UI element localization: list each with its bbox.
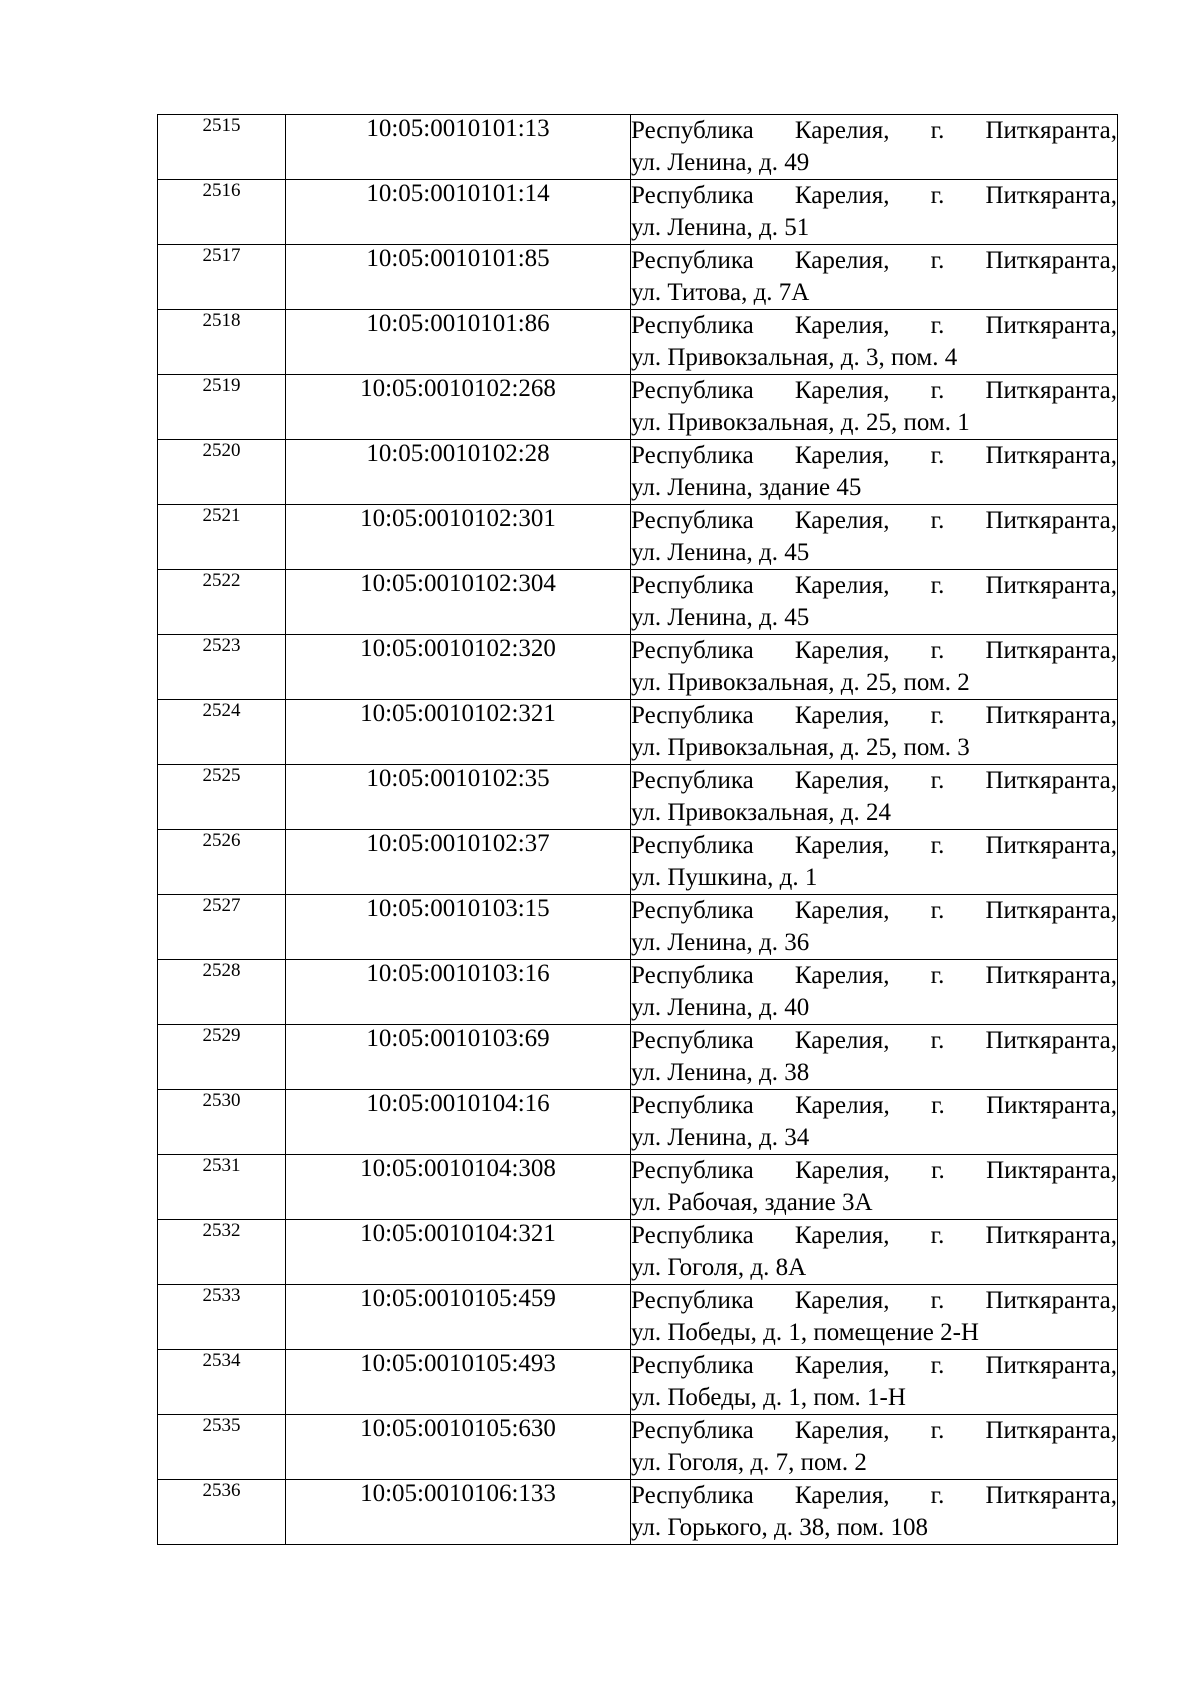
table-row [158, 570, 1118, 635]
table-row [158, 1090, 1118, 1155]
address-line-region [631, 700, 1117, 732]
address-word: Карелия, [794, 767, 890, 794]
address-word: г. [930, 1222, 945, 1249]
cadastral-number-cell: 10:05:0010102:28 [286, 440, 631, 505]
address-line-street: ул. Горького, д. 38, пом. 108 [631, 1514, 928, 1541]
address-word: Питкяранта, [985, 1417, 1117, 1444]
address-word: г. [930, 897, 945, 924]
address-word: Питкяранта, [985, 507, 1117, 534]
address-word: г. [930, 767, 945, 794]
address-word: г. [930, 1287, 945, 1314]
address-cell [631, 245, 1118, 310]
address-word: Карелия, [794, 1482, 890, 1509]
cadastral-number-cell: 10:05:0010105:459 [286, 1285, 631, 1350]
address-word: Карелия, [795, 1092, 890, 1119]
address-word: Карелия, [794, 182, 890, 209]
address-line-region [631, 765, 1117, 797]
address-word: г. [930, 702, 945, 729]
table-row [158, 1415, 1118, 1480]
address-word: Республика [631, 767, 754, 794]
row-number-cell: 2519 [158, 375, 286, 440]
table-row [158, 375, 1118, 440]
address-cell [631, 700, 1118, 765]
registry-table-body [158, 115, 1118, 1545]
table-row [158, 1480, 1118, 1545]
address-cell [631, 505, 1118, 570]
address-cell [631, 1285, 1118, 1350]
cadastral-number-cell: 10:05:0010102:304 [286, 570, 631, 635]
address-word: г. [931, 1092, 945, 1119]
address-line-region [631, 1155, 1117, 1187]
cadastral-number-cell: 10:05:0010101:85 [286, 245, 631, 310]
address-line-street: ул. Ленина, д. 45 [631, 539, 810, 566]
address-word: Республика [631, 637, 754, 664]
row-number-cell: 2520 [158, 440, 286, 505]
address-cell [631, 1025, 1118, 1090]
cadastral-number-cell: 10:05:0010104:321 [286, 1220, 631, 1285]
address-word: Республика [631, 702, 754, 729]
address-word: Питкяранта, [985, 1287, 1117, 1314]
address-line-street: ул. Ленина, д. 49 [631, 149, 810, 176]
address-line-region [631, 635, 1117, 667]
cadastral-number-cell: 10:05:0010101:13 [286, 115, 631, 180]
address-word: г. [930, 962, 945, 989]
cadastral-number-cell: 10:05:0010102:301 [286, 505, 631, 570]
address-word: Карелия, [794, 1027, 890, 1054]
table-row [158, 960, 1118, 1025]
cadastral-number-cell: 10:05:0010104:308 [286, 1155, 631, 1220]
cadastral-number-cell: 10:05:0010102:268 [286, 375, 631, 440]
address-word: г. [930, 1417, 945, 1444]
table-row [158, 700, 1118, 765]
address-line-street: ул. Титова, д. 7А [631, 279, 810, 306]
address-word: Республика [631, 442, 754, 469]
address-word: Республика [631, 1352, 754, 1379]
address-line-region [631, 180, 1117, 212]
table-row [158, 830, 1118, 895]
table-row [158, 895, 1118, 960]
address-word: Питкяранта, [985, 1222, 1117, 1249]
address-word: Карелия, [795, 1157, 890, 1184]
address-cell [631, 440, 1118, 505]
table-row [158, 505, 1118, 570]
address-word: Питкяранта, [985, 1352, 1117, 1379]
address-word: Карелия, [794, 572, 890, 599]
address-line-region [631, 375, 1117, 407]
row-number-cell: 2532 [158, 1220, 286, 1285]
address-word: г. [930, 377, 945, 404]
table-row [158, 310, 1118, 375]
address-word: Карелия, [794, 1222, 890, 1249]
cadastral-number-cell: 10:05:0010101:86 [286, 310, 631, 375]
address-word: Питкяранта, [985, 1027, 1117, 1054]
cadastral-number-cell: 10:05:0010105:493 [286, 1350, 631, 1415]
address-word: Питкяранта, [985, 637, 1117, 664]
row-number-cell: 2535 [158, 1415, 286, 1480]
address-word: Пиктяранта, [986, 1157, 1117, 1184]
address-word: Питкяранта, [985, 572, 1117, 599]
address-line-street: ул. Привокзальная, д. 25, пом. 1 [631, 409, 970, 436]
row-number-cell: 2518 [158, 310, 286, 375]
address-word: Карелия, [794, 312, 890, 339]
address-word: Республика [631, 1222, 754, 1249]
address-line-street: ул. Победы, д. 1, помещение 2-Н [631, 1319, 979, 1346]
row-number-cell: 2523 [158, 635, 286, 700]
row-number-cell: 2526 [158, 830, 286, 895]
cadastral-number-cell: 10:05:0010102:37 [286, 830, 631, 895]
address-word: Карелия, [794, 247, 890, 274]
address-word: г. [930, 637, 945, 664]
address-word: Питкяранта, [985, 247, 1117, 274]
address-word: Питкяранта, [985, 182, 1117, 209]
address-word: Республика [631, 1092, 754, 1119]
address-cell [631, 960, 1118, 1025]
address-word: Карелия, [794, 117, 890, 144]
address-cell [631, 635, 1118, 700]
address-cell [631, 570, 1118, 635]
address-cell [631, 895, 1118, 960]
address-line-street: ул. Ленина, д. 36 [631, 929, 810, 956]
cadastral-number-cell: 10:05:0010103:15 [286, 895, 631, 960]
address-line-region [631, 440, 1117, 472]
address-line-street: ул. Ленина, д. 34 [631, 1124, 810, 1151]
address-word: г. [930, 182, 945, 209]
address-line-street: ул. Ленина, д. 45 [631, 604, 810, 631]
address-word: Карелия, [794, 962, 890, 989]
cadastral-number-cell: 10:05:0010102:321 [286, 700, 631, 765]
cadastral-number-cell: 10:05:0010105:630 [286, 1415, 631, 1480]
address-word: Питкяранта, [985, 767, 1117, 794]
cadastral-number-cell: 10:05:0010106:133 [286, 1480, 631, 1545]
address-word: Карелия, [794, 377, 890, 404]
address-line-region [631, 1220, 1117, 1252]
address-word: Республика [631, 832, 754, 859]
row-number-cell: 2530 [158, 1090, 286, 1155]
property-registry-table [157, 114, 1118, 1545]
row-number-cell: 2524 [158, 700, 286, 765]
address-word: Республика [631, 1027, 754, 1054]
address-word: Республика [631, 507, 754, 534]
address-word: Питкяранта, [985, 832, 1117, 859]
table-row [158, 115, 1118, 180]
address-word: Карелия, [794, 1287, 890, 1314]
address-word: Питкяранта, [985, 962, 1117, 989]
address-word: Республика [631, 1287, 754, 1314]
address-cell [631, 1350, 1118, 1415]
address-word: г. [930, 507, 945, 534]
address-word: Республика [631, 1157, 754, 1184]
address-word: г. [930, 832, 945, 859]
address-line-region [631, 830, 1117, 862]
address-word: Республика [631, 117, 754, 144]
table-row [158, 180, 1118, 245]
row-number-cell: 2529 [158, 1025, 286, 1090]
row-number-cell: 2533 [158, 1285, 286, 1350]
address-word: Пиктяранта, [986, 1092, 1117, 1119]
address-cell [631, 180, 1118, 245]
address-line-street: ул. Ленина, д. 51 [631, 214, 810, 241]
address-word: Карелия, [794, 897, 890, 924]
cadastral-number-cell: 10:05:0010102:35 [286, 765, 631, 830]
row-number-cell: 2516 [158, 180, 286, 245]
table-row [158, 1220, 1118, 1285]
row-number-cell: 2531 [158, 1155, 286, 1220]
address-word: Питкяранта, [985, 1482, 1117, 1509]
address-line-street: ул. Привокзальная, д. 24 [631, 799, 892, 826]
address-word: г. [930, 1482, 945, 1509]
cadastral-number-cell: 10:05:0010103:69 [286, 1025, 631, 1090]
address-word: Карелия, [794, 507, 890, 534]
address-line-street: ул. Привокзальная, д. 3, пом. 4 [631, 344, 958, 371]
table-row [158, 1285, 1118, 1350]
address-line-region [631, 1090, 1117, 1122]
row-number-cell: 2534 [158, 1350, 286, 1415]
address-cell [631, 1220, 1118, 1285]
address-line-street: ул. Привокзальная, д. 25, пом. 3 [631, 734, 970, 761]
cadastral-number-cell: 10:05:0010102:320 [286, 635, 631, 700]
table-row [158, 1350, 1118, 1415]
row-number-cell: 2515 [158, 115, 286, 180]
address-cell [631, 1090, 1118, 1155]
address-word: Республика [631, 1417, 754, 1444]
table-row [158, 1025, 1118, 1090]
address-word: Республика [631, 897, 754, 924]
address-cell [631, 310, 1118, 375]
address-line-street: ул. Рабочая, здание 3А [631, 1189, 873, 1216]
row-number-cell: 2528 [158, 960, 286, 1025]
address-line-street: ул. Привокзальная, д. 25, пом. 2 [631, 669, 970, 696]
table-row [158, 1155, 1118, 1220]
address-word: г. [930, 117, 945, 144]
address-word: Республика [631, 962, 754, 989]
address-word: Питкяранта, [985, 117, 1117, 144]
address-word: г. [930, 312, 945, 339]
address-line-region [631, 570, 1117, 602]
address-word: Карелия, [794, 702, 890, 729]
address-line-street: ул. Ленина, здание 45 [631, 474, 862, 501]
address-word: г. [931, 1157, 945, 1184]
address-word: Республика [631, 1482, 754, 1509]
address-line-region [631, 115, 1117, 147]
address-word: Карелия, [794, 442, 890, 469]
row-number-cell: 2522 [158, 570, 286, 635]
address-word: Карелия, [794, 637, 890, 664]
address-line-street: ул. Ленина, д. 38 [631, 1059, 810, 1086]
table-row [158, 635, 1118, 700]
address-word: г. [930, 1352, 945, 1379]
cadastral-number-cell: 10:05:0010103:16 [286, 960, 631, 1025]
address-word: Питкяранта, [985, 442, 1117, 469]
address-word: Республика [631, 377, 754, 404]
row-number-cell: 2517 [158, 245, 286, 310]
address-word: Республика [631, 182, 754, 209]
address-word: Республика [631, 572, 754, 599]
table-row [158, 765, 1118, 830]
address-line-street: ул. Пушкина, д. 1 [631, 864, 818, 891]
row-number-cell: 2525 [158, 765, 286, 830]
address-cell [631, 1480, 1118, 1545]
address-line-region [631, 245, 1117, 277]
address-line-region [631, 1350, 1117, 1382]
row-number-cell: 2527 [158, 895, 286, 960]
address-word: Республика [631, 312, 754, 339]
address-word: г. [930, 442, 945, 469]
address-cell [631, 765, 1118, 830]
address-line-region [631, 895, 1117, 927]
row-number-cell: 2521 [158, 505, 286, 570]
address-line-region [631, 1025, 1117, 1057]
cadastral-number-cell: 10:05:0010101:14 [286, 180, 631, 245]
address-word: г. [930, 1027, 945, 1054]
address-line-region [631, 505, 1117, 537]
address-line-region [631, 310, 1117, 342]
address-word: г. [930, 572, 945, 599]
address-line-region [631, 1415, 1117, 1447]
address-word: Питкяранта, [985, 897, 1117, 924]
address-line-street: ул. Гоголя, д. 7, пом. 2 [631, 1449, 867, 1476]
address-word: Карелия, [794, 1352, 890, 1379]
address-word: Питкяранта, [985, 377, 1117, 404]
table-row [158, 245, 1118, 310]
address-line-region [631, 960, 1117, 992]
address-word: Карелия, [794, 832, 890, 859]
address-cell [631, 1155, 1118, 1220]
address-word: Карелия, [794, 1417, 890, 1444]
address-word: Питкяранта, [985, 702, 1117, 729]
address-word: г. [930, 247, 945, 274]
address-line-street: ул. Победы, д. 1, пом. 1-Н [631, 1384, 906, 1411]
address-cell [631, 830, 1118, 895]
address-line-region [631, 1480, 1117, 1512]
address-line-street: ул. Гоголя, д. 8А [631, 1254, 807, 1281]
address-word: Питкяранта, [985, 312, 1117, 339]
address-cell [631, 375, 1118, 440]
row-number-cell: 2536 [158, 1480, 286, 1545]
address-line-street: ул. Ленина, д. 40 [631, 994, 810, 1021]
address-line-region [631, 1285, 1117, 1317]
address-cell [631, 115, 1118, 180]
address-cell [631, 1415, 1118, 1480]
cadastral-number-cell: 10:05:0010104:16 [286, 1090, 631, 1155]
address-word: Республика [631, 247, 754, 274]
table-row [158, 440, 1118, 505]
